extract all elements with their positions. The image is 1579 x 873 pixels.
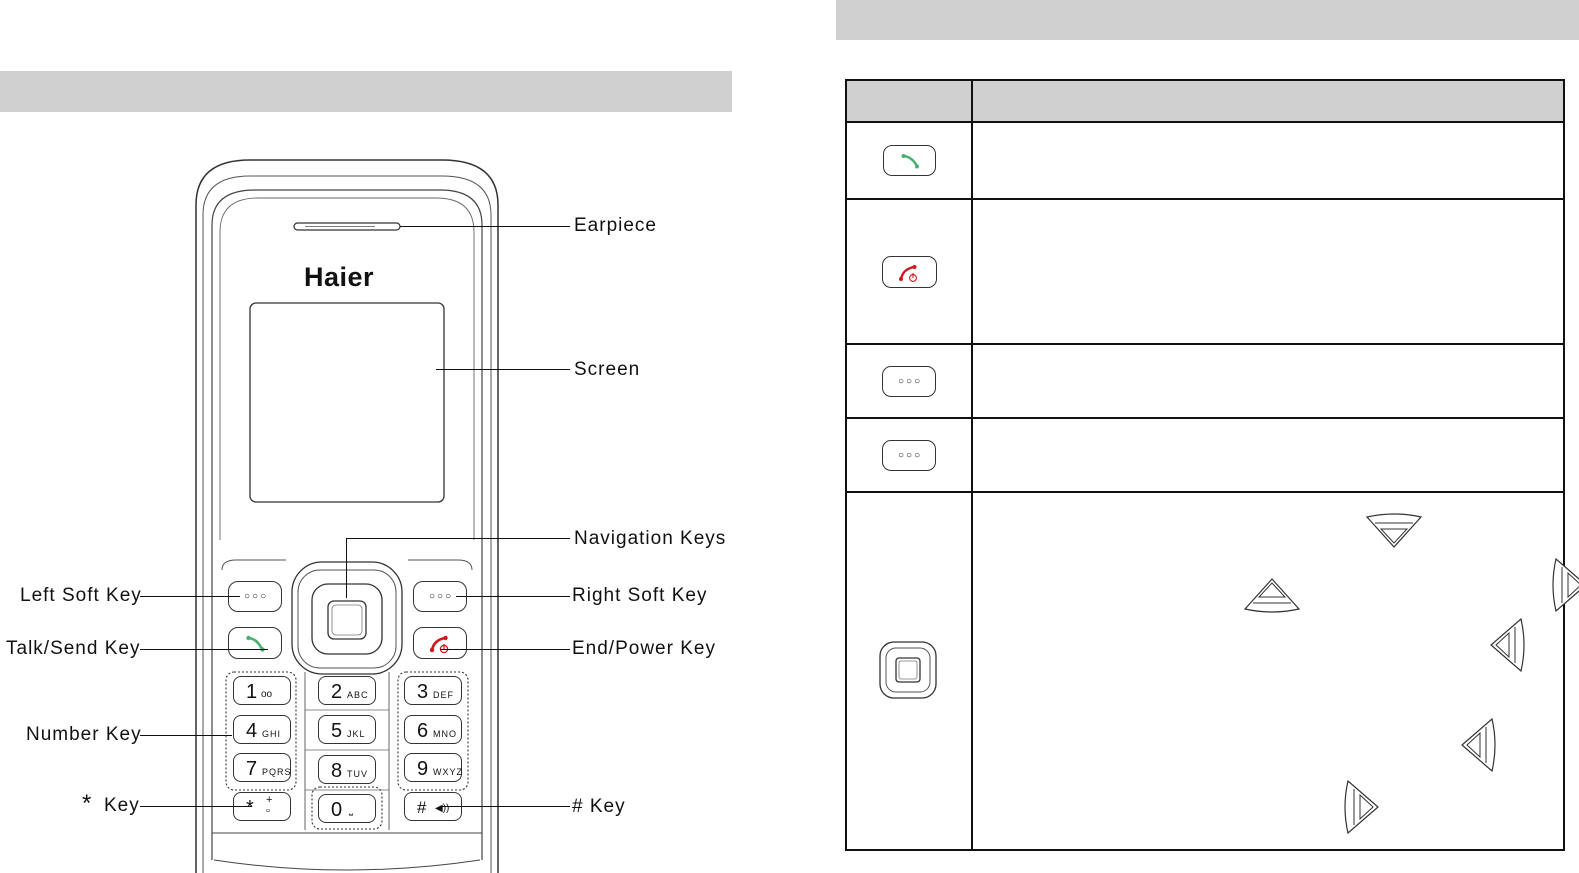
number-key-label: Number Key (26, 724, 142, 745)
nav-right-icon (1553, 559, 1579, 611)
number-key-0[interactable] (318, 794, 376, 823)
end-call-icon (414, 628, 468, 660)
lock-icon: + ▫ (266, 794, 273, 817)
key-letters: MNO (433, 729, 457, 739)
number-key-leader (140, 735, 232, 736)
soft-key-icon: ○○○ (882, 440, 936, 471)
table-row (846, 199, 1564, 344)
key-letters: WXYZ (433, 767, 463, 777)
hash-key-label: # Key (572, 796, 626, 817)
nav-left-icon (1462, 719, 1495, 771)
key-digit: # (417, 798, 427, 817)
key-icon-cell (846, 492, 972, 850)
function-cell (972, 344, 1564, 418)
nav-left-icon (1491, 619, 1524, 671)
key-letters: JKL (347, 729, 366, 739)
screen-label: Screen (574, 359, 641, 380)
number-key-1[interactable] (233, 676, 291, 705)
key-digit: 0 (331, 799, 343, 821)
key-digit: 8 (331, 760, 343, 782)
earpiece-label: Earpiece (574, 215, 657, 236)
number-key-6[interactable] (404, 715, 462, 744)
key-digit: 7 (246, 758, 258, 780)
key-icon-cell (846, 344, 972, 418)
number-key-4[interactable] (233, 715, 291, 744)
function-cell (972, 418, 1564, 492)
star-key-label: Key (104, 795, 140, 816)
key-description-table (845, 79, 1565, 851)
table-row (846, 418, 1564, 492)
number-key-8[interactable] (318, 755, 376, 784)
navigation-leader-vertical (346, 538, 347, 598)
key-digit: 2 (331, 681, 343, 703)
phone-brand-logo: Haier (304, 262, 375, 292)
end-power-key-label: End/Power Key (572, 638, 716, 659)
navigation-leader (346, 538, 570, 539)
key-letters: DEF (433, 690, 454, 700)
right-soft-leader (456, 596, 570, 597)
space-icon: ⎵ (349, 805, 353, 816)
number-key-9[interactable] (404, 753, 462, 782)
talk-send-key[interactable] (228, 627, 282, 659)
dots-icon: ○○○ (244, 591, 269, 602)
voicemail-icon: oo (261, 689, 273, 700)
left-soft-leader (140, 596, 240, 597)
key-letters: GHI (262, 729, 282, 739)
table-row (846, 492, 1564, 850)
key-icon-cell (846, 199, 972, 344)
table-row (846, 344, 1564, 418)
end-key-icon (882, 256, 937, 288)
key-digit: 6 (417, 720, 429, 742)
function-cell (972, 199, 1564, 344)
table-header-function (972, 80, 1564, 122)
right-section-band (836, 0, 1579, 40)
nav-down-icon (1367, 514, 1421, 547)
table-header-key (846, 80, 972, 122)
table-row (846, 122, 1564, 199)
key-letters: PQRS (262, 767, 292, 777)
key-digit: * (246, 797, 254, 819)
number-key-3[interactable] (404, 676, 462, 705)
dots-icon: ○○○ (429, 591, 454, 602)
right-soft-key-label: Right Soft Key (572, 585, 708, 606)
table-header-row (846, 80, 1564, 122)
star-symbol-icon: * (82, 790, 92, 817)
nav-up-icon (1245, 579, 1299, 612)
navigation-key-icon (879, 641, 939, 701)
navigation-keys-label: Navigation Keys (574, 528, 727, 549)
star-key-leader (140, 806, 252, 807)
silent-mode-icon: ◀)) (435, 803, 450, 814)
end-leader (440, 649, 570, 650)
hash-key-leader (440, 806, 570, 807)
function-cell (972, 492, 1564, 850)
soft-key-icon: ○○○ (882, 366, 936, 397)
end-power-key[interactable] (413, 627, 467, 659)
talk-leader (140, 649, 268, 650)
nav-right-icon (1345, 781, 1378, 833)
number-key-2[interactable] (318, 676, 376, 705)
talk-send-key-label: Talk/Send Key (6, 638, 141, 659)
key-icon-cell (846, 122, 972, 199)
navigation-direction-icons (973, 493, 1579, 849)
left-soft-key-label: Left Soft Key (20, 585, 142, 606)
earpiece-leader (400, 226, 570, 227)
key-digit: 5 (331, 720, 343, 742)
key-letters: ABC (347, 690, 369, 700)
screen-leader (436, 369, 570, 370)
number-key-7[interactable] (233, 753, 291, 782)
key-digit: 4 (246, 720, 258, 742)
key-digit: 3 (417, 681, 429, 703)
phone-illustration (0, 0, 760, 873)
key-icon-cell (846, 418, 972, 492)
key-letters: TUV (347, 769, 368, 779)
phone-handset-icon (229, 628, 283, 660)
key-digit: 1 (246, 681, 258, 703)
talk-key-icon (883, 145, 936, 176)
number-key-5[interactable] (318, 715, 376, 744)
key-digit: 9 (417, 758, 429, 780)
function-cell (972, 122, 1564, 199)
